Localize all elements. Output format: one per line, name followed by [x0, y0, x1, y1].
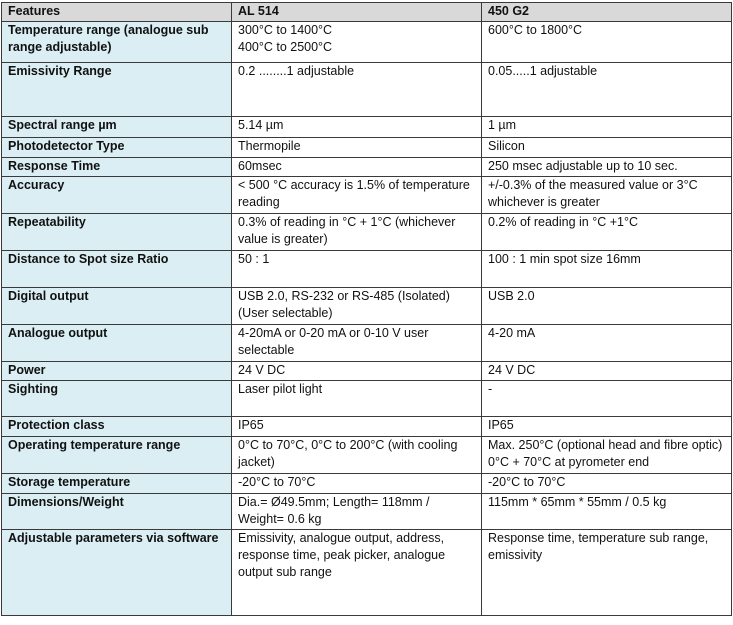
table-row — [2, 63, 732, 117]
table-row — [2, 474, 732, 494]
value-line: 50 : 1 — [238, 252, 270, 266]
value-line: 115mm * 65mm * 55mm / 0.5 kg — [488, 495, 667, 509]
value-line: +/-0.3% of the measured value or 3°C whichever is greater — [488, 178, 698, 209]
value-line: 5.14 µm — [238, 118, 284, 132]
g2-value — [482, 362, 732, 381]
value-line: 24 V DC — [488, 363, 536, 377]
value-line: IP65 — [238, 418, 264, 432]
table-row — [2, 22, 732, 63]
value-line: - — [488, 382, 493, 396]
g2-value — [482, 417, 732, 437]
g2-value — [482, 530, 732, 616]
table-row — [2, 417, 732, 437]
al514-value — [232, 63, 482, 117]
al514-value — [232, 381, 482, 417]
value-line: 0.2 ........1 adjustable — [238, 64, 355, 78]
al514-value — [232, 177, 482, 214]
g2-value — [482, 288, 732, 325]
value-line: IP65 — [488, 418, 514, 432]
value-line: USB 2.0, RS-232 or RS-485 (Isolated) (User selectable) — [238, 289, 450, 320]
g2-value — [482, 158, 732, 177]
feature-label: Temperature range (analogue sub range adjustable) — [2, 22, 232, 63]
g2-value — [482, 177, 732, 214]
value-line: Dia.= Ø49.5mm; Length= 118mm / Weight= 0.6 kg — [238, 495, 430, 526]
value-line: 0.05.....1 adjustable — [488, 64, 598, 78]
value-line: 600°C to 1800°C — [488, 23, 583, 37]
g2-value — [482, 437, 732, 474]
table-row — [2, 177, 732, 214]
table-row — [2, 117, 732, 138]
al514-value — [232, 22, 482, 63]
feature-label: Adjustable parameters via software — [2, 530, 232, 616]
value-line: Thermopile — [238, 139, 301, 153]
g2-value — [482, 138, 732, 158]
value-line: USB 2.0 — [488, 289, 535, 303]
feature-label: Storage temperature — [2, 474, 232, 494]
g2-value — [482, 325, 732, 362]
value-line: 0.3% of reading in °C + 1°C (whichever value is greater) — [238, 215, 456, 246]
table-row — [2, 214, 732, 251]
header-450g2: 450 G2 — [482, 3, 732, 22]
value-line: 300°C to 1400°C — [238, 23, 333, 37]
g2-value — [482, 251, 732, 288]
feature-label: Analogue output — [2, 325, 232, 362]
feature-label: Digital output — [2, 288, 232, 325]
value-line: 4-20mA or 0-20 mA or 0-10 V user selectable — [238, 326, 429, 357]
value-line: 250 msec adjustable up to 10 sec. — [488, 159, 678, 173]
al514-value — [232, 214, 482, 251]
g2-value — [482, 117, 732, 138]
feature-label: Dimensions/Weight — [2, 494, 232, 530]
value-line: -20°C to 70°C — [488, 475, 566, 489]
table-row — [2, 251, 732, 288]
feature-label: Repeatability — [2, 214, 232, 251]
feature-label: Emissivity Range — [2, 63, 232, 117]
value-line: 4-20 mA — [488, 326, 536, 340]
value-line: Laser pilot light — [238, 382, 323, 396]
al514-value — [232, 288, 482, 325]
table-row — [2, 530, 732, 616]
g2-value — [482, 381, 732, 417]
al514-value — [232, 417, 482, 437]
header-features: Features — [2, 3, 232, 22]
value-line: -20°C to 70°C — [238, 475, 316, 489]
al514-value — [232, 251, 482, 288]
table-row — [2, 437, 732, 474]
table-row — [2, 494, 732, 530]
feature-label: Response Time — [2, 158, 232, 177]
header-row — [2, 3, 732, 22]
al514-value — [232, 325, 482, 362]
table-row — [2, 138, 732, 158]
g2-value — [482, 474, 732, 494]
value-line: 24 V DC — [238, 363, 286, 377]
feature-label: Operating temperature range — [2, 437, 232, 474]
feature-label: Sighting — [2, 381, 232, 417]
value-line: 0.2% of reading in °C +1°C — [488, 215, 639, 229]
feature-label: Power — [2, 362, 232, 381]
al514-value — [232, 494, 482, 530]
al514-value — [232, 362, 482, 381]
table-row — [2, 325, 732, 362]
feature-label: Protection class — [2, 417, 232, 437]
value-line: 400°C to 2500°C — [238, 40, 333, 54]
header-al514: AL 514 — [232, 3, 482, 22]
al514-value — [232, 138, 482, 158]
value-line: Silicon — [488, 139, 525, 153]
table-row — [2, 381, 732, 417]
al514-value — [232, 117, 482, 138]
al514-value — [232, 474, 482, 494]
spec-comparison-table — [1, 2, 732, 616]
al514-value — [232, 437, 482, 474]
g2-value — [482, 214, 732, 251]
value-line: 60msec — [238, 159, 282, 173]
value-line: Max. 250°C (optional head and fibre optic) 0°C + 70°C at pyrometer end — [488, 438, 723, 469]
table-body — [2, 22, 732, 616]
feature-label: Distance to Spot size Ratio — [2, 251, 232, 288]
value-line: Response time, temperature sub range, emissivity — [488, 531, 709, 562]
feature-label: Accuracy — [2, 177, 232, 214]
g2-value — [482, 22, 732, 63]
value-line: Emissivity, analogue output, address, response time, peak picker, analogue output sub range — [238, 531, 446, 579]
table-row — [2, 158, 732, 177]
g2-value — [482, 63, 732, 117]
table-row — [2, 288, 732, 325]
feature-label: Spectral range µm — [2, 117, 232, 138]
al514-value — [232, 158, 482, 177]
g2-value — [482, 494, 732, 530]
feature-label: Photodetector Type — [2, 138, 232, 158]
value-line: 0°C to 70°C, 0°C to 200°C (with cooling jacket) — [238, 438, 458, 469]
value-line: 1 µm — [488, 118, 517, 132]
al514-value — [232, 530, 482, 616]
table-row — [2, 362, 732, 381]
value-line: 100 : 1 min spot size 16mm — [488, 252, 641, 266]
value-line: < 500 °C accuracy is 1.5% of temperature reading — [238, 178, 470, 209]
